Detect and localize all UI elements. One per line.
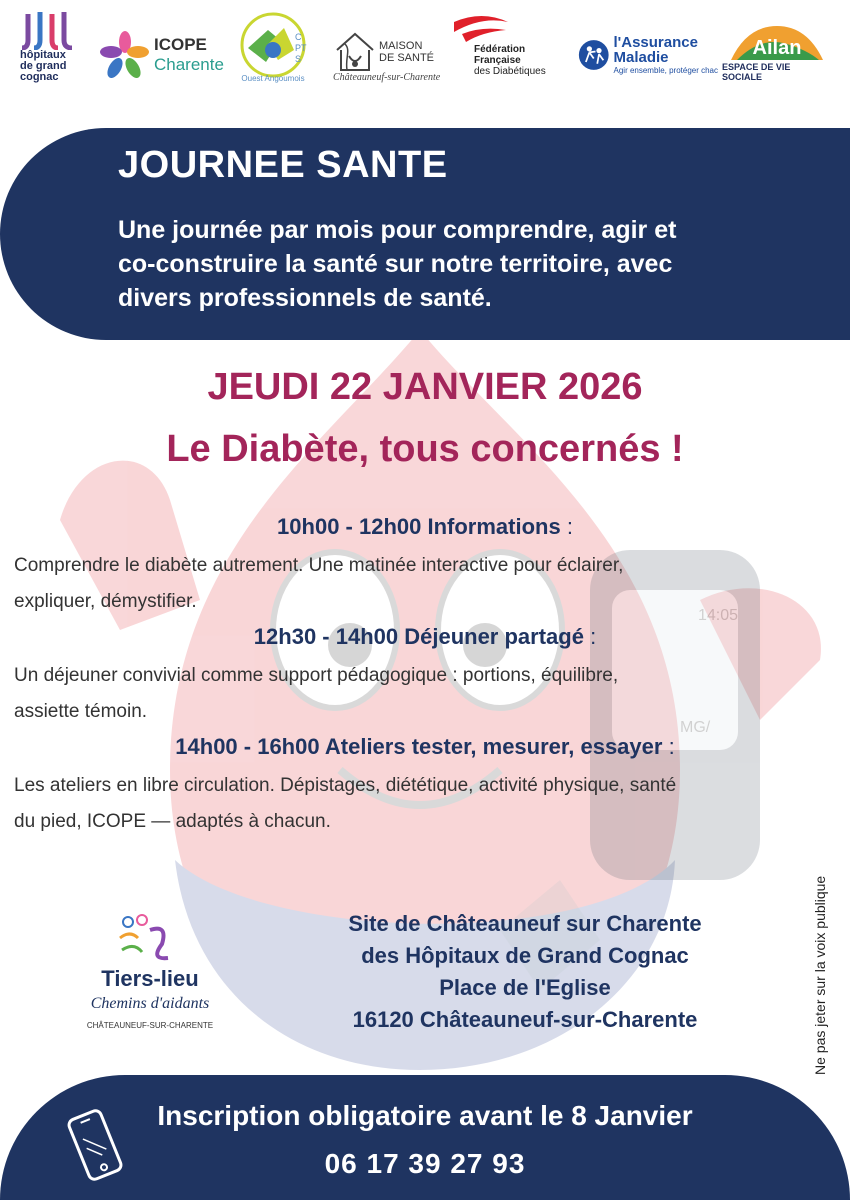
logo-text: ESPACE DE VIE SOCIALE: [722, 62, 791, 82]
program-item-title: [0, 624, 850, 650]
flower-icon: [100, 30, 150, 80]
tierslieu-mark-icon: [120, 915, 168, 958]
logo-text: Châteauneuf-sur-Charente: [333, 72, 441, 83]
header-subtitle: [118, 213, 818, 315]
program-title-colon: :: [566, 514, 573, 539]
logo-text: DE SANTÉ: [379, 51, 435, 64]
tierslieu-title: Tiers-lieu: [101, 966, 199, 991]
program-description-line: assiette témoin.: [14, 701, 148, 722]
ailan-hills-icon: [727, 22, 827, 62]
program-description-line: du pied, ICOPE — adaptés à chacun.: [14, 811, 331, 832]
event-date: JEUDI 22 JANVIER 2026: [207, 366, 643, 408]
tierslieu-logo: [50, 910, 250, 1040]
logo-text: cognac: [20, 71, 59, 83]
house-stethoscope-icon: [333, 28, 377, 76]
tierslieu-location: CHÂTEAUNEUF-SUR-CHARENTE: [86, 1021, 214, 1030]
header-subtitle-line: divers professionnels de santé.: [118, 284, 492, 312]
logo-text: de grand: [20, 60, 67, 72]
disposal-notice: Ne pas jeter sur la voix publique: [812, 875, 828, 1075]
logo-icope-charente: [100, 25, 225, 85]
address-line: Site de Châteauneuf sur Charente: [348, 911, 702, 936]
program-item-description: [14, 548, 834, 620]
address-line: 16120 Châteauneuf-sur-Charente: [352, 1007, 698, 1032]
header-subtitle-line: co-construire la santé sur notre territoire, avec: [118, 250, 673, 278]
address-line: des Hôpitaux de Grand Cognac: [361, 943, 689, 968]
logo-text: ICOPE: [154, 35, 207, 54]
header-title: JOURNEE SANTE: [118, 144, 448, 186]
partner-logos-bar: [0, 0, 850, 100]
program-description-line: Les ateliers en libre circulation. Dépistages, diététique, activité physique, santé: [14, 775, 677, 796]
logo-cpts-ouest-angoumois: [233, 10, 313, 98]
logo-ailan: [722, 22, 832, 84]
logo-maison-de-sante: [333, 14, 443, 89]
event-theme: Le Diabète, tous concernés !: [166, 428, 684, 470]
ffd-swoosh-icon: [452, 12, 512, 44]
logo-text: Fédération Française: [474, 44, 526, 66]
program-description-line: expliquer, démystifier.: [14, 591, 197, 612]
logo-hopitaux-grand-cognac: [20, 10, 90, 100]
logo-text: Charente: [154, 55, 224, 74]
meter-unit: MG/: [680, 719, 711, 736]
signup-deadline: Inscription obligatoire avant le 8 Janvier: [157, 1100, 693, 1131]
program-item-description: [14, 658, 834, 730]
logo-text: MAISON: [379, 39, 423, 52]
program-title-text: 10h00 - 12h00 Informations: [277, 514, 561, 539]
logo-text: Agir ensemble, protéger chac: [613, 66, 718, 75]
logo-text: CPTS: [295, 32, 307, 64]
assurance-figures-icon: [578, 37, 610, 73]
program-title-colon: :: [668, 734, 675, 759]
program-description-line: Un déjeuner convivial comme support pédagogique : portions, équilibre,: [14, 665, 619, 686]
event-address: [295, 908, 755, 1036]
address-line: Place de l'Eglise: [439, 975, 611, 1000]
logo-text: l'Assurance: [613, 34, 698, 51]
phone-number[interactable]: 06 17 39 27 93: [324, 1148, 526, 1179]
ailan-wordmark: Ailan: [752, 37, 802, 59]
header-subtitle-line: Une journée par mois pour comprendre, agir et: [118, 216, 677, 244]
logo-text: Maladie: [613, 49, 669, 66]
hopitaux-mark-icon: [20, 10, 80, 50]
logo-text: des Diabétiques: [474, 66, 546, 77]
program-item-title: [0, 734, 850, 760]
logo-text: hôpitaux: [20, 49, 66, 61]
meter-time: 14:05: [698, 607, 739, 624]
program-item-title: [0, 514, 850, 540]
logo-text: Ouest Angoumois: [241, 74, 305, 83]
tierslieu-subtitle: Chemins d'aidants: [90, 995, 210, 1012]
program-item-description: [14, 768, 834, 840]
program-title-colon: :: [590, 624, 597, 649]
program-title-text: 14h00 - 16h00 Ateliers tester, mesurer, essayer: [175, 734, 663, 759]
logo-assurance-maladie: [578, 30, 718, 80]
program-title-text: 12h30 - 14h00 Déjeuner partagé: [253, 624, 584, 649]
logo-federation-diabetiques: [452, 12, 567, 87]
program-description-line: Comprendre le diabète autrement. Une matinée interactive pour éclairer,: [14, 555, 624, 576]
